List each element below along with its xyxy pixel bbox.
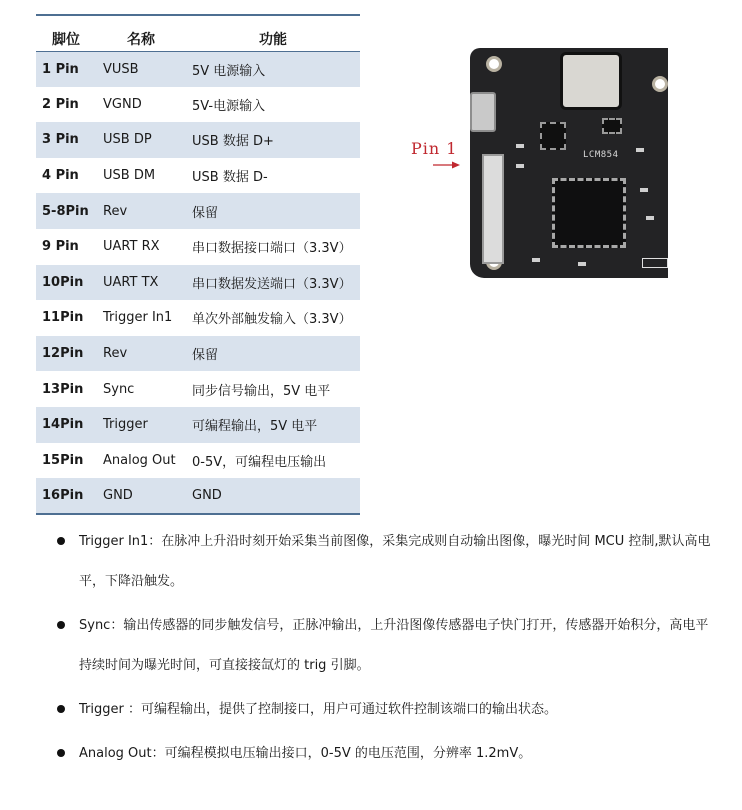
function-cell: 保留 bbox=[186, 336, 360, 372]
table-row bbox=[36, 371, 360, 407]
name-cell: Rev bbox=[96, 336, 186, 372]
name-cell: UART TX bbox=[96, 265, 186, 301]
usb-connector bbox=[470, 92, 496, 132]
table-row bbox=[36, 300, 360, 336]
name-cell: Rev bbox=[96, 193, 186, 229]
name-cell: USB DM bbox=[103, 168, 156, 184]
table-header-row bbox=[36, 27, 360, 51]
header-name: 名称 bbox=[127, 31, 155, 48]
top-rule bbox=[36, 14, 360, 16]
pin-cell: 13Pin bbox=[42, 381, 84, 397]
mount-hole bbox=[486, 56, 502, 72]
table-row bbox=[36, 87, 360, 123]
note-item: Analog Out：可编程模拟电压输出接口，0-5V 的电压范围，分辨率 1.2mV。 bbox=[56, 734, 716, 774]
name-cell: Sync bbox=[103, 381, 135, 397]
pin-cell: 5-8Pin bbox=[36, 193, 96, 229]
function-cell: 5V-电源输入 bbox=[192, 98, 266, 114]
name-cell: Trigger bbox=[96, 407, 186, 443]
table-row bbox=[36, 158, 360, 194]
smd-part bbox=[578, 262, 586, 266]
function-cell: 保留 bbox=[186, 193, 360, 229]
pin-cell: 10Pin bbox=[36, 265, 96, 301]
table-row bbox=[36, 193, 360, 229]
smd-part bbox=[516, 164, 524, 168]
function-cell: 可编程输出，5V 电平 bbox=[186, 407, 360, 443]
mcu-chip bbox=[552, 178, 626, 248]
smd-part bbox=[636, 148, 644, 152]
note-item: Sync：输出传感器的同步触发信号，正脉冲输出，上升沿图像传感器电子快门打开，传感器开始积分，高电平持续时间为曝光时间，可直接接氙灯的 trig 引脚。 bbox=[56, 606, 716, 686]
table-row bbox=[36, 443, 360, 479]
smd-part bbox=[532, 258, 540, 262]
board-photo bbox=[470, 48, 668, 278]
notes-list bbox=[56, 522, 716, 774]
table-row bbox=[36, 478, 360, 514]
pin-cell: 1 Pin bbox=[36, 51, 96, 87]
pin-cell: 14Pin bbox=[36, 407, 96, 443]
function-cell: 同步信号输出，5V 电平 bbox=[192, 383, 331, 399]
pin-cell: 15Pin bbox=[42, 452, 84, 468]
table-row bbox=[36, 265, 360, 301]
mount-hole bbox=[652, 76, 668, 92]
header-function: 功能 bbox=[259, 31, 287, 48]
name-cell: USB DP bbox=[96, 122, 186, 158]
function-cell: 0-5V，可编程电压输出 bbox=[192, 454, 327, 470]
pin1-arrow-icon bbox=[433, 161, 460, 169]
pin-cell: 9 Pin bbox=[42, 239, 79, 255]
name-cell: UART RX bbox=[103, 239, 160, 255]
table-row bbox=[36, 122, 360, 158]
function-cell: USB 数据 D+ bbox=[186, 122, 360, 158]
pin-cell: 4 Pin bbox=[42, 168, 79, 184]
name-cell: Trigger In1 bbox=[103, 310, 173, 326]
board-silkscreen: LCM854 bbox=[583, 150, 619, 160]
fpc-connector bbox=[482, 154, 504, 264]
pin-cell: 2 Pin bbox=[42, 96, 79, 112]
header-pin: 脚位 bbox=[52, 31, 80, 48]
pin1-label: Pin 1 bbox=[411, 139, 458, 158]
table-row bbox=[36, 229, 360, 265]
table-row bbox=[36, 51, 360, 87]
pin-cell: 16Pin bbox=[36, 478, 96, 514]
pin-cell: 11Pin bbox=[42, 310, 84, 326]
chip bbox=[540, 122, 566, 150]
table-row bbox=[36, 336, 360, 372]
smd-part bbox=[640, 188, 648, 192]
sensor-module bbox=[560, 52, 622, 110]
chip bbox=[602, 118, 622, 134]
header-pads bbox=[642, 258, 668, 268]
function-cell: 单次外部触发输入（3.3V） bbox=[192, 312, 352, 328]
pin-table bbox=[36, 27, 360, 515]
name-cell: GND bbox=[96, 478, 186, 514]
pin-cell: 12Pin bbox=[36, 336, 96, 372]
note-item: Trigger ：可编程输出，提供了控制接口，用户可通过软件控制该端口的输出状态。 bbox=[56, 690, 716, 730]
function-cell: 串口数据接口端口（3.3V） bbox=[192, 241, 352, 257]
function-cell: GND bbox=[186, 478, 360, 514]
name-cell: VUSB bbox=[96, 51, 186, 87]
pin-table-body bbox=[36, 51, 360, 514]
function-cell: 串口数据发送端口（3.3V） bbox=[186, 265, 360, 301]
smd-part bbox=[516, 144, 524, 148]
table-row bbox=[36, 407, 360, 443]
name-cell: VGND bbox=[103, 96, 142, 112]
smd-part bbox=[646, 216, 654, 220]
function-cell: USB 数据 D- bbox=[192, 170, 268, 186]
function-cell: 5V 电源输入 bbox=[186, 51, 360, 87]
pin-cell: 3 Pin bbox=[36, 122, 96, 158]
name-cell: Analog Out bbox=[103, 452, 176, 468]
note-item: Trigger In1：在脉冲上升沿时刻开始采集当前图像，采集完成则自动输出图像，曝光时间 MCU 控制,默认高电平，下降沿触发。 bbox=[56, 522, 716, 602]
